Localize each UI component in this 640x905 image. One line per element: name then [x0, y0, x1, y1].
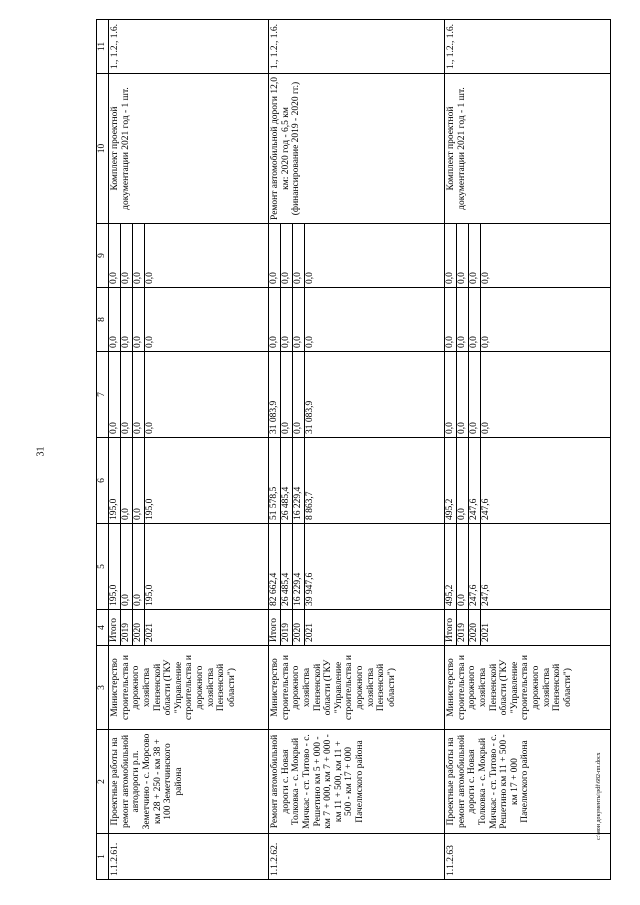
table-row: [269, 20, 445, 880]
year: Итого: [269, 610, 281, 645]
value: 0,0: [445, 224, 457, 287]
value: 0,0: [481, 422, 491, 434]
value: 31 083,9: [305, 400, 315, 434]
row-indicators: 1., 1.2., 1.6.: [445, 20, 611, 74]
year: 2020: [293, 610, 305, 645]
row-col6: [109, 438, 269, 524]
value: 16 229,4: [293, 438, 305, 523]
value: 0,0: [305, 336, 315, 348]
value: 0,0: [457, 438, 469, 523]
value: 0,0: [145, 336, 155, 348]
value: 247,6: [469, 524, 481, 609]
value: 0,0: [445, 352, 457, 437]
value: 0,0: [133, 288, 145, 351]
value: 0,0: [305, 272, 315, 284]
row-years: [109, 610, 269, 646]
column-header: 3: [97, 646, 109, 730]
year: 2021: [145, 623, 155, 642]
row-col5: [109, 524, 269, 610]
column-header: 5: [97, 524, 109, 610]
column-header: 2: [97, 730, 109, 834]
value: 0,0: [281, 352, 293, 437]
value: 0,0: [145, 422, 155, 434]
row-col7: [269, 352, 445, 438]
row-name: Проектные работы на ремонт автомобильной дороги с. Новая Толковка - с. Мокрый Мичкас - ст. Титово - с. Решетино км 11 + 500 - км 17 + 000 Пачелмского района: [445, 730, 611, 834]
value: 0,0: [133, 352, 145, 437]
row-col9: [269, 224, 445, 288]
page-number: 31: [35, 446, 47, 457]
value: 39 947,6: [305, 572, 315, 606]
value: 0,0: [457, 288, 469, 351]
value: 0,0: [109, 288, 121, 351]
value: 26 485,4: [281, 438, 293, 523]
row-indicators: 1., 1.2., 1.6.: [109, 20, 269, 74]
row-result: Комплект проектной документации 2021 год - 1 шт.: [109, 74, 269, 224]
value: 0,0: [469, 224, 481, 287]
row-col8: [109, 288, 269, 352]
value: 51 578,5: [269, 438, 281, 523]
column-number-row: [97, 20, 109, 880]
value: 495,2: [445, 438, 457, 523]
column-header: 7: [97, 352, 109, 438]
year: 2020: [469, 610, 481, 645]
row-col7: [445, 352, 611, 438]
value: 0,0: [269, 288, 281, 351]
value: 0,0: [469, 352, 481, 437]
value: 247,6: [469, 438, 481, 523]
table-row: [445, 20, 611, 880]
row-col5: [445, 524, 611, 610]
value: 0,0: [481, 336, 491, 348]
value: 16 229,4: [293, 524, 305, 609]
value: 0,0: [481, 272, 491, 284]
table-row: [109, 20, 269, 880]
value: 0,0: [121, 288, 133, 351]
year: 2020: [133, 610, 145, 645]
value: 495,2: [445, 524, 457, 609]
row-result: Ремонт автомобильной дороги 12,0 км: 2020 год - 6,5 км (финансирование 2019 - 2020 гг.): [269, 74, 445, 224]
value: 0,0: [145, 272, 155, 284]
column-header: 9: [97, 224, 109, 288]
row-years: [445, 610, 611, 646]
value: 0,0: [457, 524, 469, 609]
value: 0,0: [293, 288, 305, 351]
value: 0,0: [293, 352, 305, 437]
rotated-table-wrapper: [96, 20, 610, 880]
row-col8: [269, 288, 445, 352]
value: 0,0: [457, 352, 469, 437]
value: 0,0: [293, 224, 305, 287]
year: 2019: [121, 610, 133, 645]
footer-file-path: c:\мои документы\pdf\682-пп.docx: [596, 752, 602, 840]
row-years: [269, 610, 445, 646]
row-col6: [445, 438, 611, 524]
value: 31 083,9: [269, 352, 281, 437]
year: Итого: [445, 610, 457, 645]
value: 0,0: [109, 352, 121, 437]
row-col9: [445, 224, 611, 288]
value: 82 662,4: [269, 524, 281, 609]
value: 0,0: [457, 224, 469, 287]
column-header: 4: [97, 610, 109, 646]
value: 0,0: [269, 224, 281, 287]
column-header: 8: [97, 288, 109, 352]
column-header: 1: [97, 834, 109, 880]
value: 0,0: [121, 224, 133, 287]
year: 2021: [481, 623, 491, 642]
row-executor: Министерство строительства и дорожного хозяйства Пензенской области (ГКУ "Управление строительства и дорожного хозяйства Пензенской области"): [109, 646, 269, 730]
value: 0,0: [133, 524, 145, 609]
value: 0,0: [121, 438, 133, 523]
column-header: 6: [97, 438, 109, 524]
year: 2019: [281, 610, 293, 645]
value: 0,0: [109, 224, 121, 287]
row-col6: [269, 438, 445, 524]
value: 0,0: [121, 524, 133, 609]
value: 247,6: [481, 498, 491, 520]
value: 195,0: [145, 498, 155, 520]
row-name: Проектные работы на ремонт автомобильной автодороги р.п. Земетчино - с. Морсово км 28 + 250 - км 38 + 100 Земетчинского района: [109, 730, 269, 834]
value: 0,0: [121, 352, 133, 437]
value: 26 485,4: [281, 524, 293, 609]
row-executor: Министерство строительства и дорожного хозяйства Пензенской области (ГКУ "Управление строительства и дорожного хозяйства Пензенской области"): [269, 646, 445, 730]
row-indicators: 1., 1.2., 1.6.: [269, 20, 445, 74]
row-col5: [269, 524, 445, 610]
row-result: Комплект проектной документации 2021 год - 1 шт.: [445, 74, 611, 224]
column-header: 11: [97, 20, 109, 74]
value: 247,6: [481, 584, 491, 606]
value: 0,0: [281, 288, 293, 351]
value: 0,0: [445, 288, 457, 351]
value: 195,0: [109, 524, 121, 609]
value: 0,0: [133, 438, 145, 523]
value: 0,0: [469, 288, 481, 351]
row-executor: Министерство строительства и дорожного хозяйства Пензенской области (ГКУ "Управление строительства и дорожного хозяйства Пензенской области"): [445, 646, 611, 730]
year: 2021: [305, 623, 315, 642]
value: 8 863,7: [305, 491, 315, 520]
row-col8: [445, 288, 611, 352]
value: 0,0: [133, 224, 145, 287]
row-col7: [109, 352, 269, 438]
value: 195,0: [145, 584, 155, 606]
value: 0,0: [281, 224, 293, 287]
row-code: 1.1.2.62.: [269, 834, 445, 880]
row-col9: [109, 224, 269, 288]
column-header: 10: [97, 74, 109, 224]
value: 195,0: [109, 438, 121, 523]
row-code: 1.1.2.61.: [109, 834, 269, 880]
row-code: 1.1.2.63: [445, 834, 611, 880]
program-table: [96, 19, 611, 880]
year: 2019: [457, 610, 469, 645]
year: Итого: [109, 610, 121, 645]
row-name: Ремонт автомобильной дороги с. Новая Толковка - с. Мокрый Мичкас - ст. Титово - с. Решетино км 5 + 000 - км 7 + 000, км 7 + 000 - км 11 + 500, км 11 + 500 - км 17 + 000 Пачелмского района: [269, 730, 445, 834]
